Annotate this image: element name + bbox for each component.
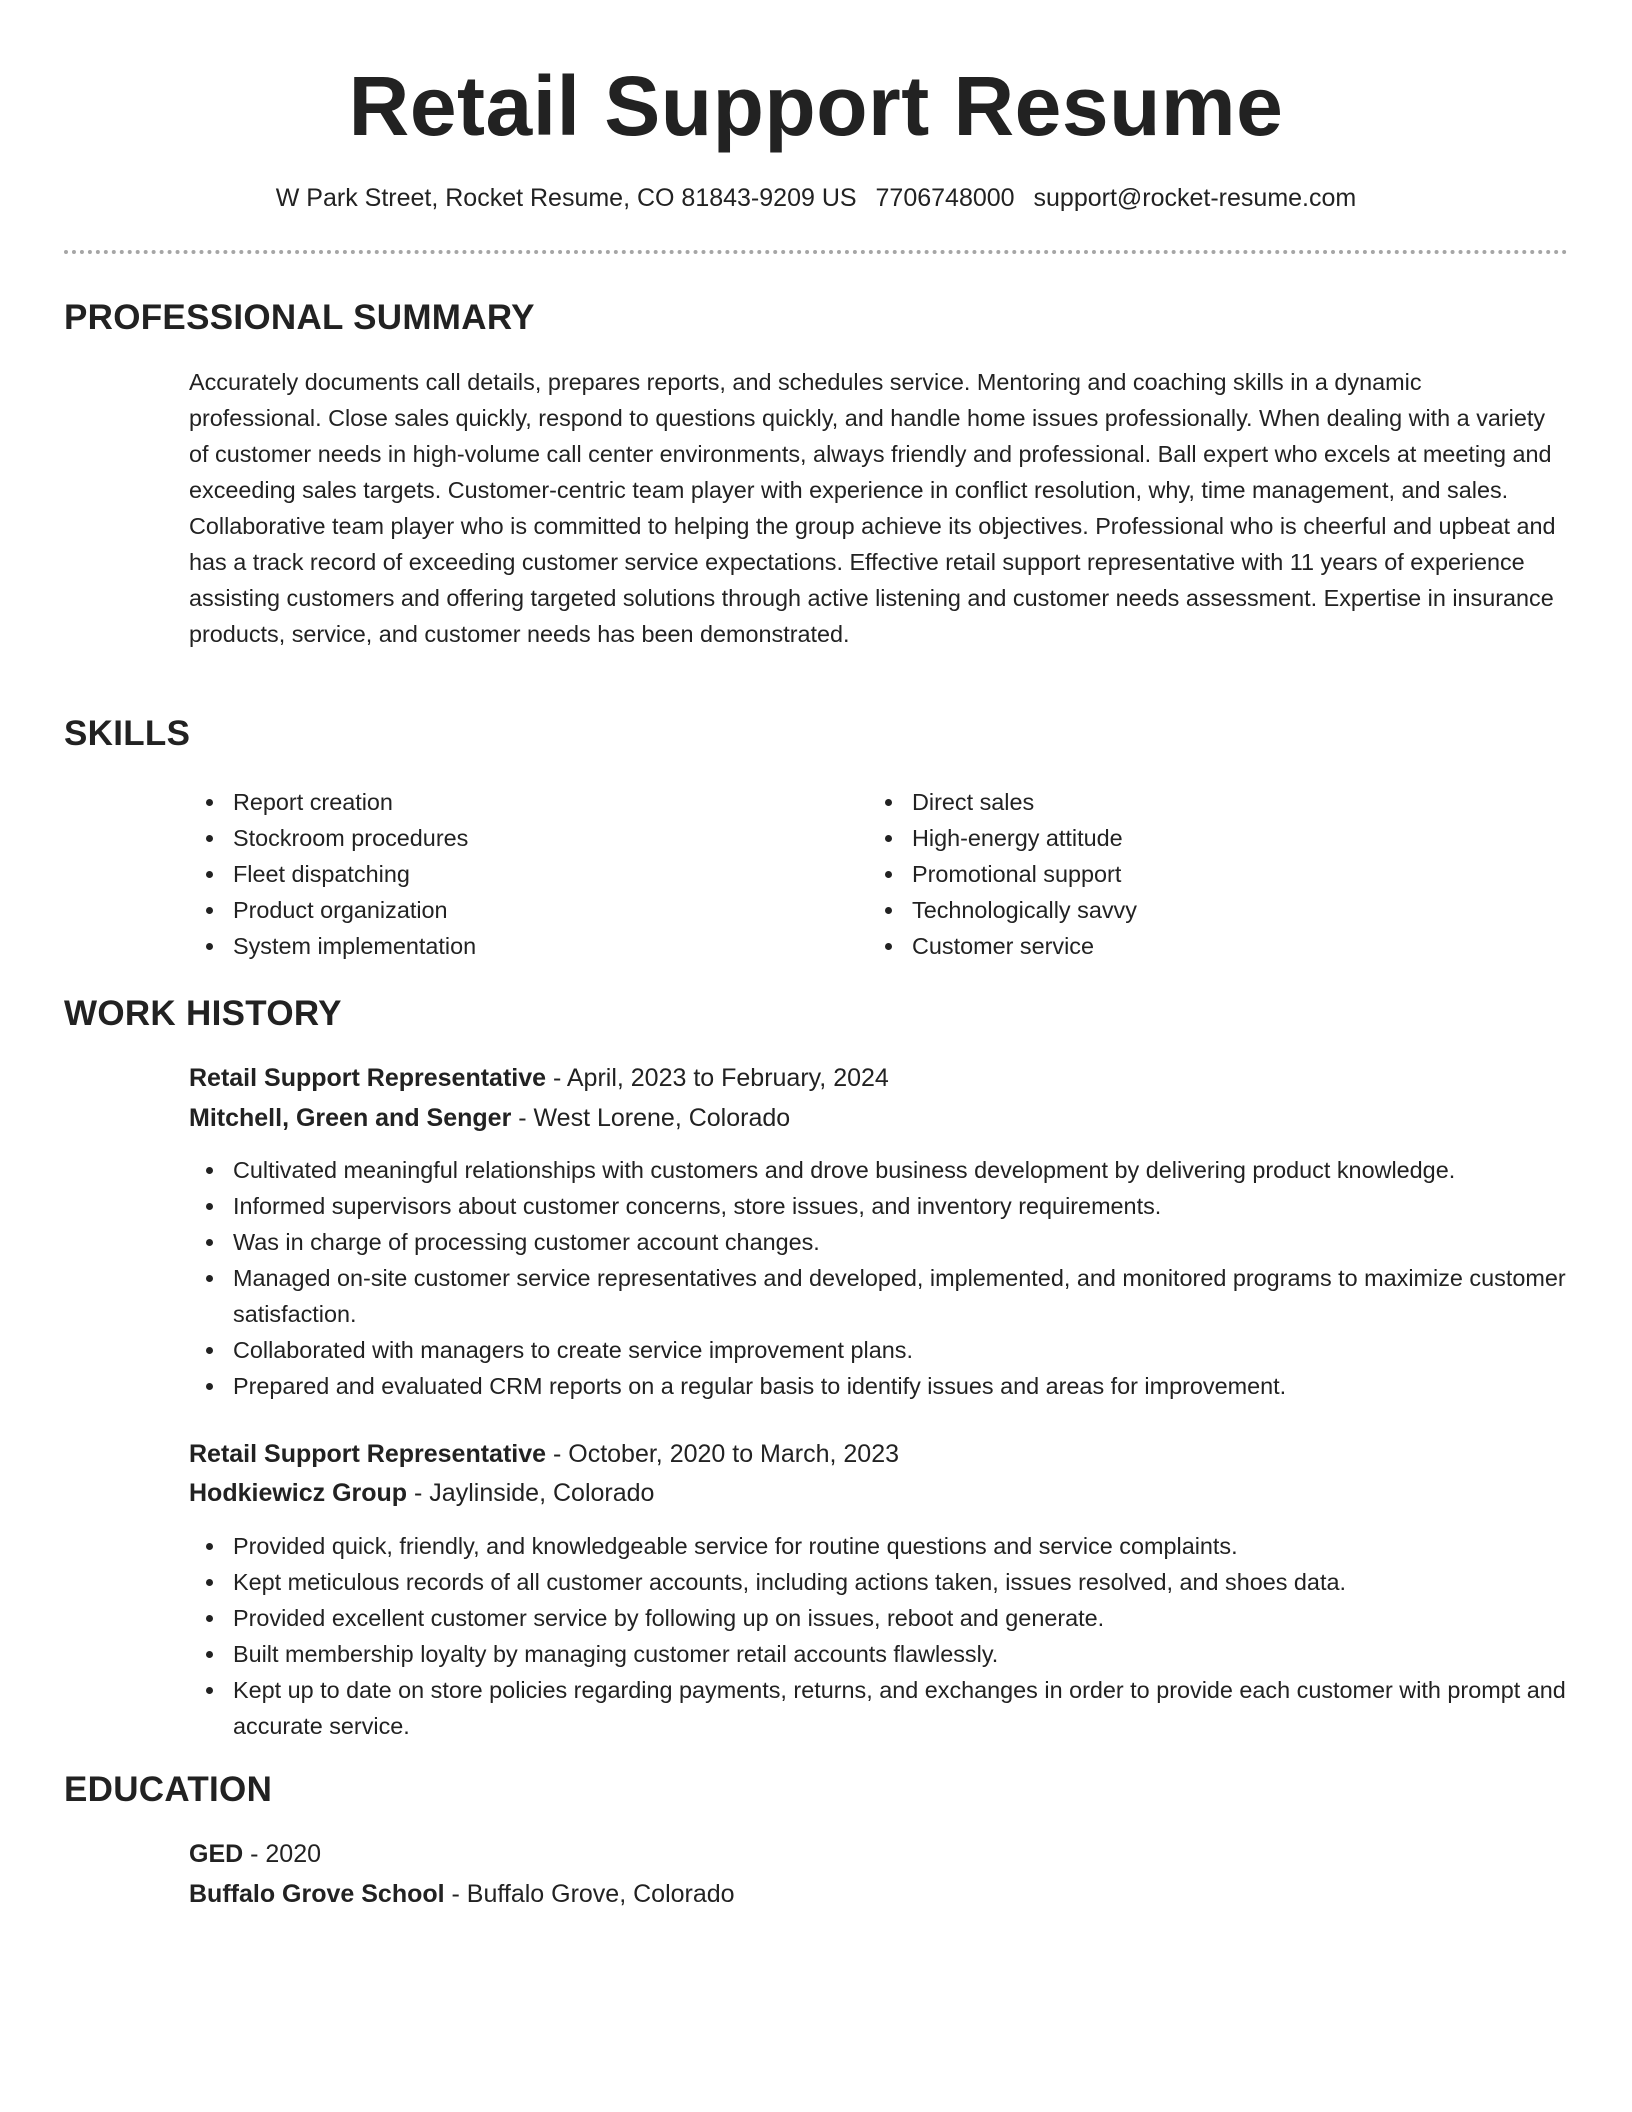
job-bullet: Kept up to date on store policies regarding payments, returns, and exchanges in order to provide each customer with prompt and accurate service. — [189, 1672, 1569, 1744]
job-bullet: Provided excellent customer service by following up on issues, reboot and generate. — [189, 1600, 1569, 1636]
skill-item: Product organization — [189, 892, 476, 928]
header-divider — [64, 250, 1568, 254]
education-heading: EDUCATION — [64, 1770, 273, 1809]
job-bullet: Was in charge of processing customer account changes. — [189, 1224, 1569, 1260]
skill-item: Direct sales — [868, 784, 1137, 820]
job-company: Mitchell, Green and Senger — [189, 1104, 512, 1132]
education-year: - 2020 — [243, 1840, 322, 1868]
job-bullets — [189, 1528, 1569, 1744]
job-company: Hodkiewicz Group — [189, 1479, 408, 1507]
job-location: - West Lorene, Colorado — [511, 1104, 791, 1132]
job-bullets — [189, 1152, 1569, 1404]
job-dates: - April, 2023 to February, 2024 — [546, 1064, 889, 1092]
contact-phone: 7706748000 — [875, 184, 1015, 212]
job-bullet: Cultivated meaningful relationships with customers and drove business development by delivering product knowledge. — [189, 1152, 1569, 1188]
job-dates: - October, 2020 to March, 2023 — [546, 1440, 900, 1468]
skill-item: Technologically savvy — [868, 892, 1137, 928]
contact-email: support@rocket-resume.com — [1033, 184, 1357, 212]
skill-item: Promotional support — [868, 856, 1137, 892]
job-title: Retail Support Representative — [189, 1064, 547, 1092]
skills-heading: SKILLS — [64, 714, 191, 753]
skills-list-left — [189, 784, 476, 964]
job-company-line — [189, 1100, 790, 1136]
job-bullet: Collaborated with managers to create service improvement plans. — [189, 1332, 1569, 1368]
education-degree: GED — [189, 1840, 244, 1868]
job-location: - Jaylinside, Colorado — [407, 1479, 655, 1507]
job-title-line — [189, 1436, 899, 1472]
skill-item: High-energy attitude — [868, 820, 1137, 856]
education-location: - Buffalo Grove, Colorado — [444, 1880, 735, 1908]
skill-item: Stockroom procedures — [189, 820, 476, 856]
job-bullet: Kept meticulous records of all customer accounts, including actions taken, issues resolved, and shoes data. — [189, 1564, 1569, 1600]
summary-text: Accurately documents call details, prepares reports, and schedules service. Mentoring and coaching skills in a dynamic professional. Close sales quickly, respond to questions quickly, and handle home issues professionally. When dealing with a variety of customer needs in high-volume call center environments, always friendly and professional. Ball expert who excels at meeting and exceeding sales targets. Customer-centric team player with experience in conflict resolution, why, time management, and sales. Collaborative team player who is committed to helping the group achieve its objectives. Professional who is cheerful and upbeat and has a track record of exceeding customer service expectations. Effective retail support representative with 11 years of experience assisting customers and offering targeted solutions through active listening and customer needs assessment. Expertise in insurance products, service, and customer needs has been demonstrated. — [189, 369, 1556, 647]
education-school: Buffalo Grove School — [189, 1880, 445, 1908]
job-bullet: Built membership loyalty by managing customer retail accounts flawlessly. — [189, 1636, 1569, 1672]
job-bullet: Provided quick, friendly, and knowledgeable service for routine questions and service complaints. — [189, 1528, 1569, 1564]
contact-address: W Park Street, Rocket Resume, CO 81843-9209 US — [275, 184, 857, 212]
job-bullet: Informed supervisors about customer concerns, store issues, and inventory requirements. — [189, 1188, 1569, 1224]
job-bullet: Prepared and evaluated CRM reports on a regular basis to identify issues and areas for improvement. — [189, 1368, 1569, 1404]
work-heading: WORK HISTORY — [64, 994, 342, 1033]
resume-title: Retail Support Resume — [348, 59, 1284, 153]
summary-heading: PROFESSIONAL SUMMARY — [64, 298, 535, 337]
contact-line — [0, 181, 1632, 215]
job-company-line — [189, 1475, 654, 1511]
skill-item: System implementation — [189, 928, 476, 964]
skills-list-right — [868, 784, 1137, 964]
skill-item: Customer service — [868, 928, 1137, 964]
skill-item: Report creation — [189, 784, 476, 820]
skill-item: Fleet dispatching — [189, 856, 476, 892]
job-title: Retail Support Representative — [189, 1440, 547, 1468]
job-title-line — [189, 1060, 889, 1096]
education-school-line — [189, 1876, 735, 1912]
job-bullet: Managed on-site customer service representatives and developed, implemented, and monitored programs to maximize customer satisfaction. — [189, 1260, 1569, 1332]
education-degree-line — [189, 1836, 321, 1872]
